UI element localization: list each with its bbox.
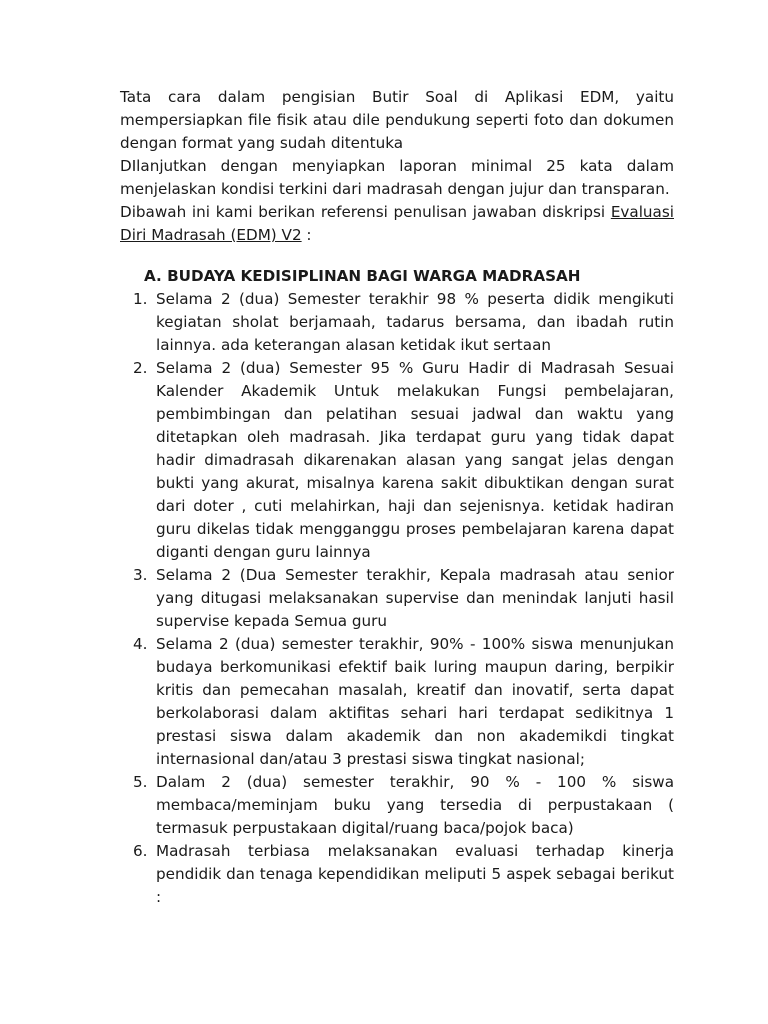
list-item-text: Selama 2 (dua) semester terakhir, 90% - 100% siswa menunjukan budaya berkomunikasi efektif baik luring maupun daring, berpikir kritis dan pemecahan masalah, kreatif dan inovatif, serta dapat berkolaborasi dalam aktifitas sehari hari terdapat sedikitnya 1 prestasi siswa dalam akademik dan non akademikdi tingkat internasional dan/atau 3 prestasi siswa tingkat nasional; xyxy=(156,635,674,768)
intro-paragraph-1: Tata cara dalam pengisian Butir Soal di Aplikasi EDM, yaitu mempersiapkan file fisik atau dile pendukung seperti foto dan dokumen dengan format yang sudah ditentuka xyxy=(120,88,674,152)
list-item xyxy=(120,771,674,840)
list-item xyxy=(120,840,674,909)
list-item-number: 2. xyxy=(133,359,148,377)
intro-paragraph-3 xyxy=(120,201,674,247)
document-page xyxy=(120,86,674,909)
list-item-number: 6. xyxy=(133,842,148,860)
list-item-text: Selama 2 (Dua Semester terakhir, Kepala madrasah atau senior yang ditugasi melaksanakan supervise dan menindak lanjuti hasil supervise kepada Semua guru xyxy=(156,566,674,630)
list-item-number: 1. xyxy=(133,290,148,308)
list-item-text: Madrasah terbiasa melaksanakan evaluasi terhadap kinerja pendidik dan tenaga kependidikan meliputi 5 aspek sebagai berikut : xyxy=(156,842,674,906)
section-heading: A. BUDAYA KEDISIPLINAN BAGI WARGA MADRASAH xyxy=(144,267,581,285)
list-item-text: Dalam 2 (dua) semester terakhir, 90 % - 100 % siswa membaca/meminjam buku yang tersedia di perpustakaan ( termasuk perpustakaan digital/ruang baca/pojok baca) xyxy=(156,773,674,837)
intro-paragraph-3-suffix: : xyxy=(301,226,312,244)
list-item xyxy=(120,564,674,633)
list-item-text: Selama 2 (dua) Semester 95 % Guru Hadir di Madrasah Sesuai Kalender Akademik Untuk melakukan Fungsi pembelajaran, pembimbingan dan pelatihan sesuai jadwal dan waktu yang ditetapkan oleh madrasah. Jika terdapat guru yang tidak dapat hadir dimadrasah dikarenakan alasan yang sangat jelas dengan bukti yang akurat, misalnya karena sakit dibuktikan dengan surat dari doter , cuti melahirkan, haji dan sejenisnya. ketidak hadiran guru dikelas tidak mengganggu proses pembelajaran karena dapat diganti dengan guru lainnya xyxy=(156,359,674,561)
list-item xyxy=(120,288,674,357)
criteria-list xyxy=(120,288,674,909)
list-item-number: 5. xyxy=(133,773,148,791)
edm-link-text: Evaluasi Diri Madrasah (EDM) V2 xyxy=(120,203,674,244)
list-item xyxy=(120,357,674,564)
list-item-number: 3. xyxy=(133,566,148,584)
list-item xyxy=(120,633,674,771)
list-item-text: Selama 2 (dua) Semester terakhir 98 % peserta didik mengikuti kegiatan sholat berjamaah, tadarus bersama, dan ibadah rutin lainnya. ada keterangan alasan ketidak ikut sertaan xyxy=(156,290,674,354)
list-item-number: 4. xyxy=(133,635,148,653)
intro-paragraph-2: DIlanjutkan dengan menyiapkan laporan minimal 25 kata dalam menjelaskan kondisi terkini dari madrasah dengan jujur dan transparan. xyxy=(120,157,674,198)
intro-paragraph-3-text: Dibawah ini kami berikan referensi penulisan jawaban diskripsi xyxy=(120,203,611,221)
